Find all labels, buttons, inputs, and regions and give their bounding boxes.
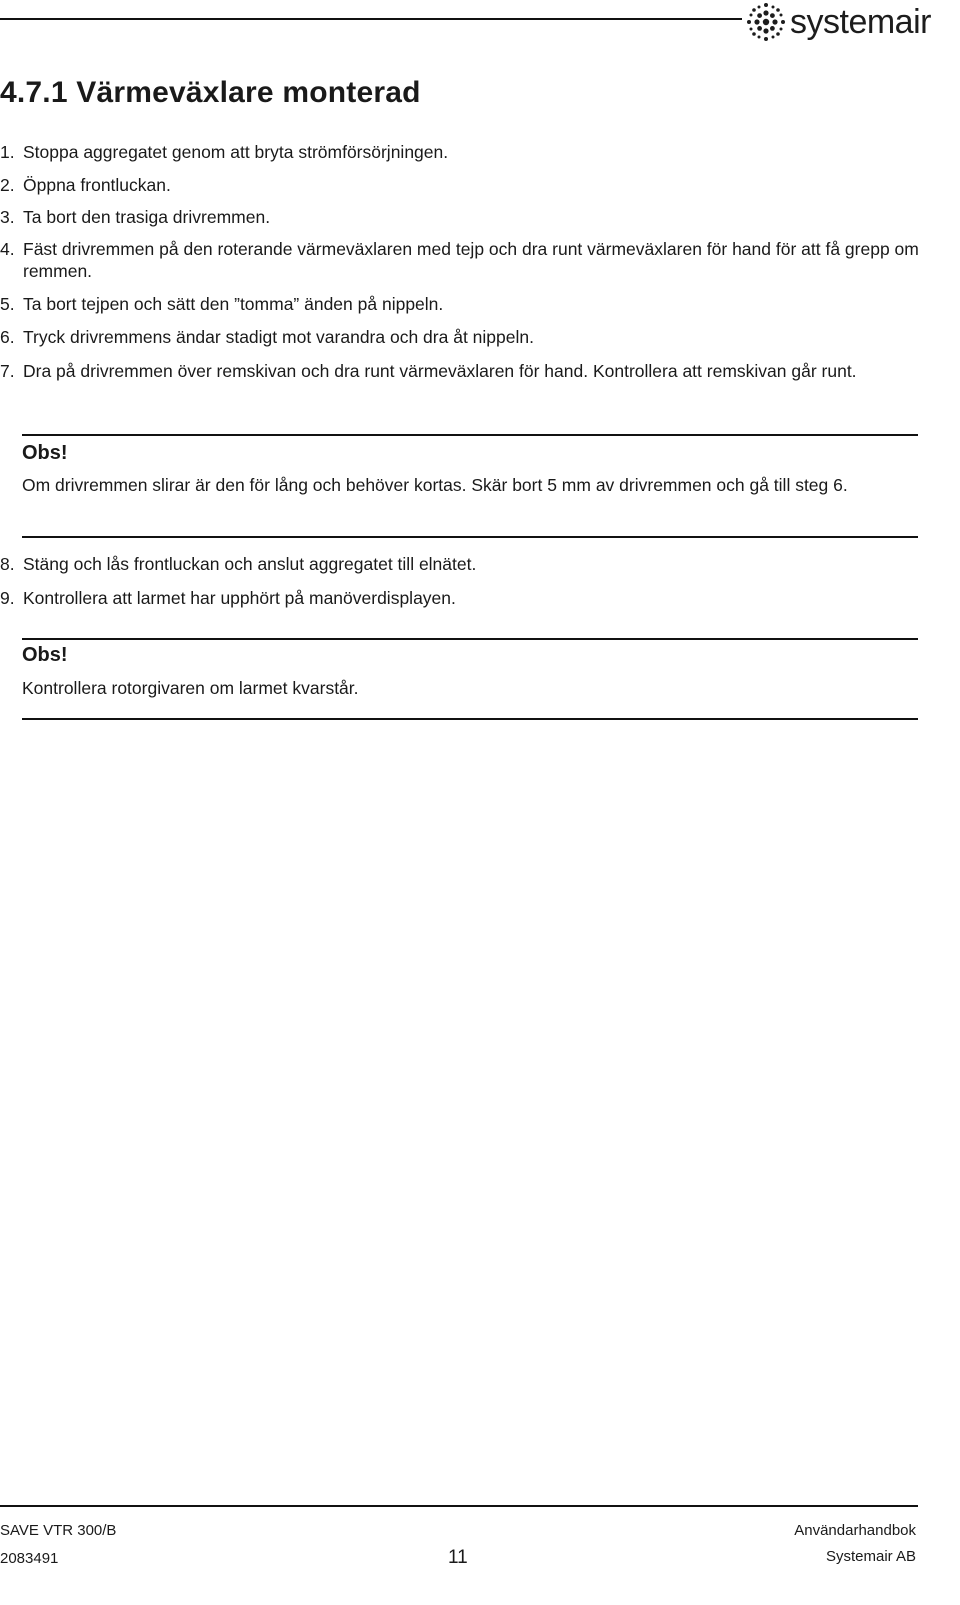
step-item bbox=[0, 206, 920, 228]
step-item bbox=[0, 174, 920, 196]
step-number: 8. bbox=[0, 554, 15, 574]
note-label: Obs! bbox=[22, 644, 68, 666]
header-rule bbox=[0, 18, 742, 20]
step-text: Dra på drivremmen över remskivan och dra runt värmeväxlaren för hand. Kontrollera att remskivan går runt. bbox=[23, 361, 857, 381]
step-item bbox=[0, 326, 920, 348]
page-number: 11 bbox=[448, 1547, 468, 1568]
section-title: 4.7.1 Värmeväxlare monterad bbox=[0, 76, 421, 109]
step-text: Tryck drivremmens ändar stadigt mot varandra och dra åt nippeln. bbox=[23, 327, 534, 347]
note-box bbox=[22, 638, 918, 722]
step-number: 6. bbox=[0, 327, 15, 347]
note-label: Obs! bbox=[22, 442, 68, 464]
step-number: 1. bbox=[0, 142, 15, 162]
document-number: 2083491 bbox=[0, 1550, 59, 1567]
step-number: 9. bbox=[0, 588, 15, 608]
step-text: Öppna frontluckan. bbox=[23, 175, 171, 195]
step-number: 3. bbox=[0, 207, 15, 227]
step-item bbox=[0, 238, 920, 282]
step-text: Kontrollera att larmet har upphört på manöverdisplayen. bbox=[23, 588, 456, 608]
product-name: SAVE VTR 300/B bbox=[0, 1522, 117, 1539]
document-type: Användarhandbok bbox=[794, 1522, 916, 1539]
note-text: Om drivremmen slirar är den för lång och behöver kortas. Skär bort 5 mm av drivremmen och gå till steg 6. bbox=[22, 475, 848, 495]
step-number: 2. bbox=[0, 175, 15, 195]
note-top-rule bbox=[22, 434, 918, 436]
step-number: 7. bbox=[0, 361, 15, 381]
step-text: Stoppa aggregatet genom att bryta strömförsörjningen. bbox=[23, 142, 449, 162]
step-text: Ta bort den trasiga drivremmen. bbox=[23, 207, 271, 227]
systemair-dot-logo-icon bbox=[744, 0, 788, 44]
note-text: Kontrollera rotorgivaren om larmet kvarstår. bbox=[22, 678, 359, 698]
step-item bbox=[0, 293, 920, 315]
systemair-logo bbox=[744, 0, 940, 44]
note-bottom-rule bbox=[22, 718, 918, 720]
note-box bbox=[22, 434, 918, 542]
footer-rule bbox=[0, 1505, 918, 1507]
step-item bbox=[0, 141, 920, 163]
note-bottom-rule bbox=[22, 536, 918, 538]
step-text: Ta bort tejpen och sätt den ”tomma” änden på nippeln. bbox=[23, 294, 444, 314]
note-top-rule bbox=[22, 638, 918, 640]
company-name: Systemair AB bbox=[825, 1548, 916, 1565]
step-item bbox=[0, 553, 920, 575]
step-item bbox=[0, 360, 920, 382]
brand-name: systemair bbox=[790, 3, 931, 41]
step-item bbox=[0, 587, 920, 609]
step-text: Fäst drivremmen på den roterande värmeväxlaren med tejp och dra runt värmeväxlaren för hand för att få grepp om remmen. bbox=[23, 239, 919, 281]
step-number: 4. bbox=[0, 239, 15, 259]
step-text: Stäng och lås frontluckan och anslut aggregatet till elnätet. bbox=[23, 554, 477, 574]
step-number: 5. bbox=[0, 294, 15, 314]
